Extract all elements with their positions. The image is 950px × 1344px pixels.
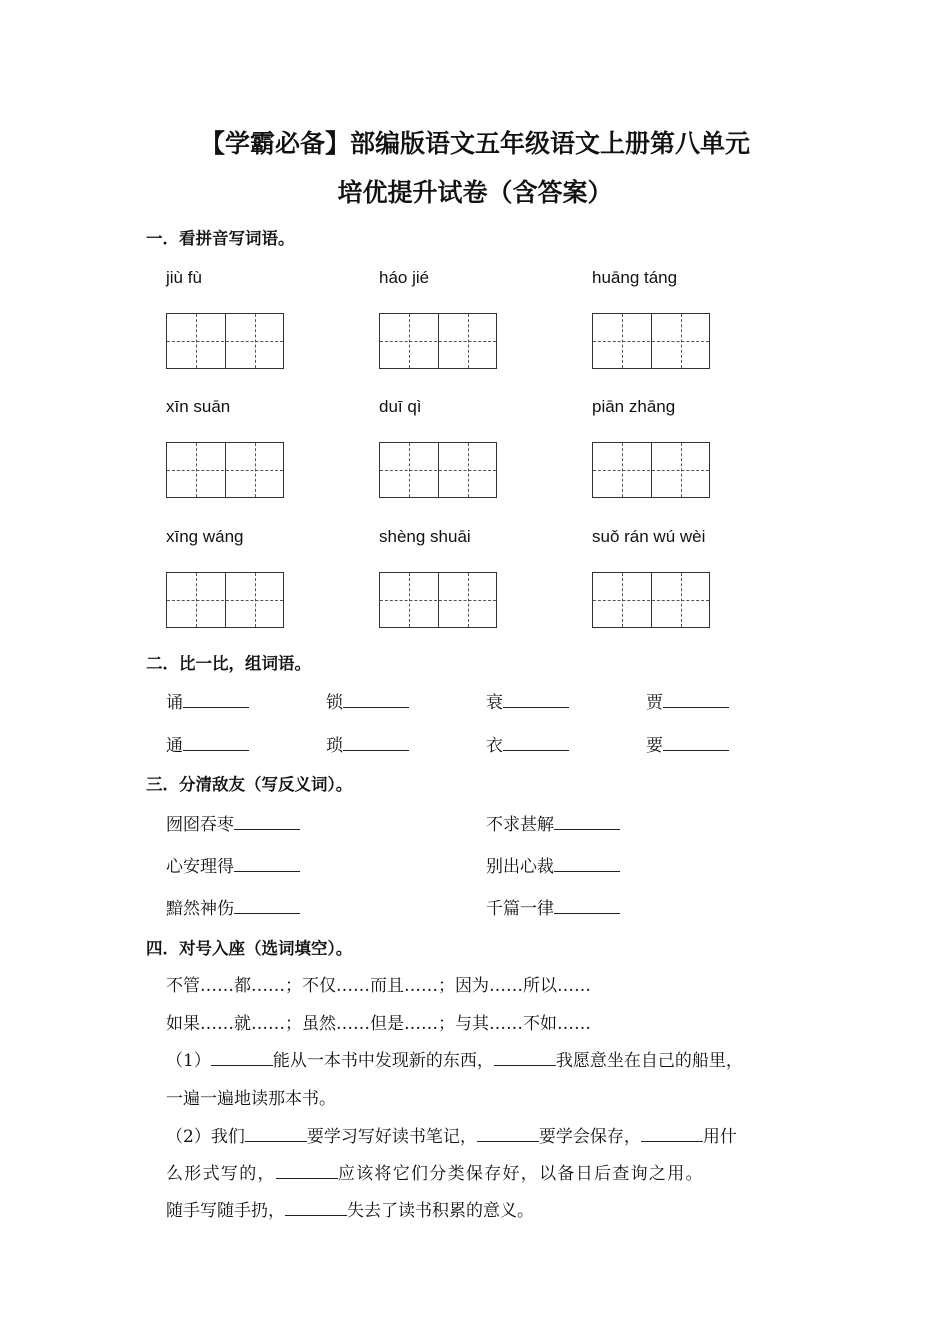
page-title: 【学霸必备】部编版语文五年级语文上册第八单元 [199, 129, 750, 158]
answer-blank[interactable] [663, 736, 729, 751]
answer-blank[interactable] [503, 693, 569, 708]
pinyin-label: suǒ rán wú wèi [592, 527, 706, 546]
pinyin-label: xīn suān [166, 397, 231, 416]
compare-item [166, 731, 249, 756]
writing-grid[interactable] [592, 572, 710, 628]
question-text: 随手写随手扔， [166, 1201, 285, 1221]
compare-item [486, 731, 569, 756]
compare-char: 通 [166, 736, 183, 756]
writing-grid[interactable] [592, 313, 710, 369]
question-text: 失去了读书积累的意义。 [347, 1201, 534, 1221]
compare-char: 贾 [646, 693, 663, 713]
compare-char: 诵 [166, 693, 183, 713]
pinyin-label: xīng wáng [166, 527, 244, 546]
idiom-text: 别出心裁 [486, 857, 554, 877]
question-1-line-1 [166, 1046, 743, 1071]
answer-blank[interactable] [183, 693, 249, 708]
writing-grid[interactable] [379, 442, 497, 498]
compare-item [166, 688, 249, 713]
pinyin-label: duī qì [379, 397, 422, 416]
idiom-item [166, 810, 300, 835]
compare-char: 衰 [486, 693, 503, 713]
answer-blank[interactable] [554, 815, 620, 830]
idiom-item [486, 810, 620, 835]
question-text: 能从一本书中发现新的东西， [272, 1051, 494, 1071]
answer-blank[interactable] [183, 736, 249, 751]
idiom-item [166, 852, 300, 877]
answer-blank[interactable] [477, 1127, 539, 1142]
compare-char: 琐 [326, 736, 343, 756]
answer-blank[interactable] [285, 1201, 347, 1216]
answer-blank[interactable] [343, 736, 409, 751]
compare-item [326, 688, 409, 713]
section2-heading: 二．比一比，组词语。 [146, 654, 311, 673]
question-text: 用什 [702, 1127, 737, 1147]
idiom-item [486, 894, 620, 919]
compare-item [646, 731, 729, 756]
idiom-item [166, 894, 300, 919]
compare-char: 锁 [326, 693, 343, 713]
writing-grid[interactable] [379, 313, 497, 369]
question-text: 我愿意坐在自己的船里， [555, 1051, 743, 1071]
writing-grid[interactable] [166, 442, 284, 498]
question-number: （1） [166, 1051, 211, 1071]
answer-blank[interactable] [641, 1127, 703, 1142]
compare-char: 要 [646, 736, 663, 756]
pinyin-label: jiù fù [166, 268, 202, 287]
question-text: 应该将它们分类保存好，以备日后查询之用。 [337, 1164, 704, 1184]
compare-item [646, 688, 729, 713]
answer-blank[interactable] [245, 1127, 307, 1142]
question-text: 要学会保存， [538, 1127, 641, 1147]
answer-blank[interactable] [663, 693, 729, 708]
pinyin-label: háo jié [379, 268, 430, 287]
question-text: 么形式写的， [166, 1164, 276, 1184]
idiom-item [486, 852, 620, 877]
question-2-line-2 [166, 1159, 704, 1184]
writing-grid[interactable] [166, 313, 284, 369]
answer-blank[interactable] [234, 857, 300, 872]
page-subtitle: 培优提升试卷（含答案） [337, 178, 613, 207]
writing-grid[interactable] [379, 572, 497, 628]
answer-blank[interactable] [211, 1051, 273, 1066]
pinyin-label: huāng táng [592, 268, 678, 287]
question-number: （2）我们 [166, 1127, 245, 1147]
answer-blank[interactable] [554, 857, 620, 872]
section4-heading: 四．对号入座（选词填空）。 [146, 939, 353, 958]
question-2-line-3 [166, 1196, 534, 1221]
writing-grid[interactable] [592, 442, 710, 498]
answer-blank[interactable] [276, 1164, 338, 1179]
idiom-text: 千篇一律 [486, 899, 554, 919]
idiom-text: 囫囵吞枣 [166, 815, 234, 835]
answer-blank[interactable] [343, 693, 409, 708]
answer-blank[interactable] [494, 1051, 556, 1066]
question-2-line-1 [166, 1122, 737, 1147]
word-options-line-1: 不管……都……；不仅……而且……；因为……所以…… [166, 976, 591, 996]
answer-blank[interactable] [234, 899, 300, 914]
idiom-text: 黯然神伤 [166, 899, 234, 919]
answer-blank[interactable] [234, 815, 300, 830]
idiom-text: 不求甚解 [486, 815, 554, 835]
compare-char: 衣 [486, 736, 503, 756]
pinyin-label: shèng shuāi [379, 527, 471, 546]
word-options-line-2: 如果……就……；虽然……但是……；与其……不如…… [166, 1014, 591, 1034]
writing-grid[interactable] [166, 572, 284, 628]
section1-heading: 一．看拼音写词语。 [146, 229, 295, 248]
answer-blank[interactable] [554, 899, 620, 914]
pinyin-label: piān zhāng [592, 397, 676, 416]
compare-item [486, 688, 569, 713]
answer-blank[interactable] [503, 736, 569, 751]
question-1-line-2: 一遍一遍地读那本书。 [166, 1089, 336, 1109]
idiom-text: 心安理得 [166, 857, 234, 877]
compare-item [326, 731, 409, 756]
section3-heading: 三．分清敌友（写反义词）。 [146, 775, 353, 794]
question-text: 要学习写好读书笔记， [306, 1127, 477, 1147]
